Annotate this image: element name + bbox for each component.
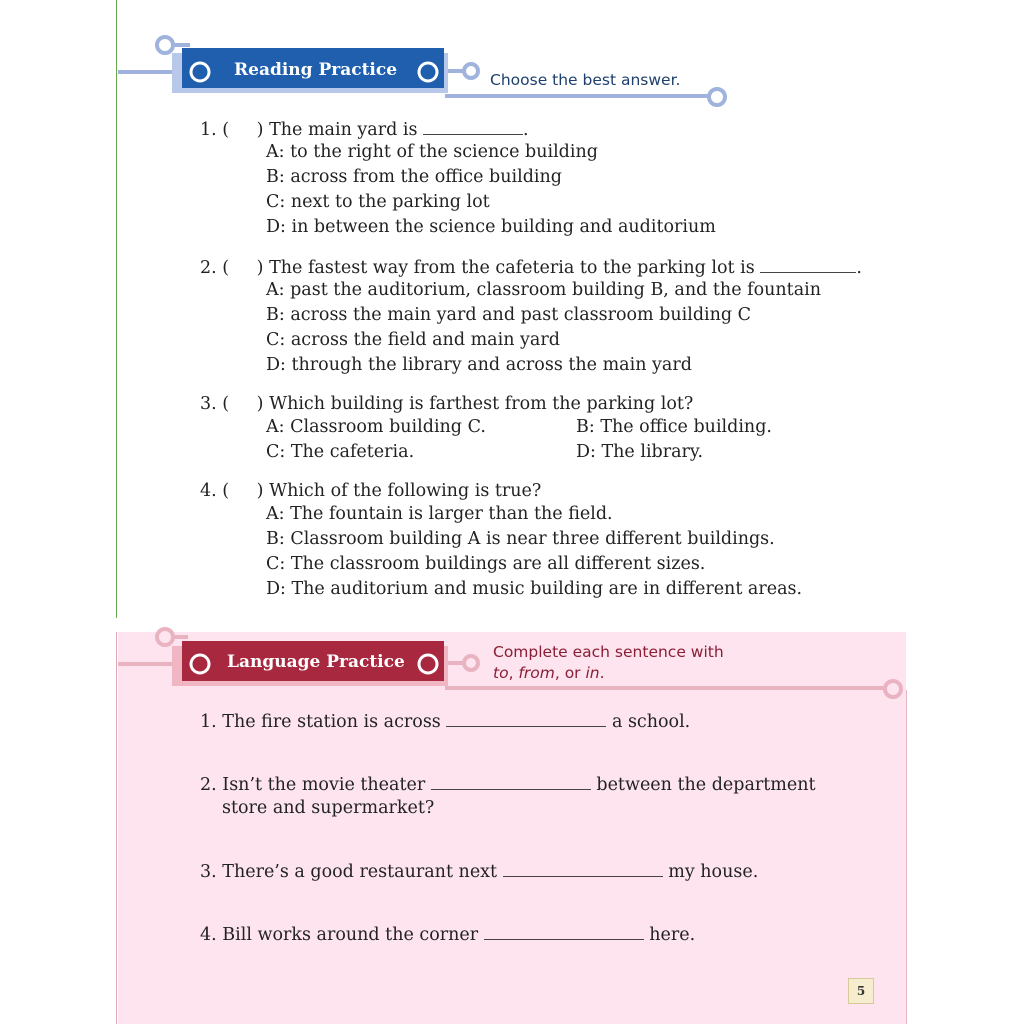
reading-q1-option-a: A: to the right of the science building	[266, 142, 598, 162]
reading-q2-option-c: C: across the field and main yard	[266, 330, 560, 350]
reading-q2-option-d: D: through the library and across the main yard	[266, 355, 692, 375]
answer-blank	[423, 116, 523, 135]
reading-question-1: 1. ( ) The main yard is .	[200, 116, 529, 143]
reading-q4-option-b: B: Classroom building A is near three different buildings.	[266, 529, 775, 549]
reading-q3-option-a: A: Classroom building C.	[266, 417, 486, 437]
reading-q1-option-d: D: in between the science building and auditorium	[266, 217, 716, 237]
language-sentence-2: 2. Isn’t the movie theater between the department	[200, 771, 816, 798]
reading-question-2: 2. ( ) The fastest way from the cafeteria to the parking lot is .	[200, 254, 862, 281]
language-instruction-line2: to, from, or in.	[493, 664, 605, 682]
reading-q2-option-a: A: past the auditorium, classroom building B, and the fountain	[266, 280, 822, 300]
reading-instruction: Choose the best answer.	[490, 71, 681, 89]
language-sentence-1: 1. The fire station is across a school.	[200, 708, 690, 735]
reading-q1-option-c: C: next to the parking lot	[266, 192, 490, 212]
reading-q4-option-a: A: The fountain is larger than the field.	[266, 504, 613, 524]
language-instruction	[493, 642, 724, 684]
reading-q3-option-c: C: The cafeteria.	[266, 442, 415, 462]
reading-q3-option-d: D: The library.	[576, 442, 704, 462]
language-sentence-2-line2: store and supermarket?	[222, 798, 435, 818]
reading-practice-title: Reading Practice	[234, 60, 398, 80]
answer-blank	[760, 254, 856, 273]
reading-question-3: 3. ( ) Which building is farthest from the parking lot?	[200, 394, 694, 414]
reading-q3-option-b: B: The office building.	[576, 417, 772, 437]
fill-in-blank-3[interactable]	[503, 858, 663, 877]
language-instruction-line1: Complete each sentence with	[493, 643, 724, 661]
fill-in-blank-1[interactable]	[446, 708, 606, 727]
language-sentence-4: 4. Bill works around the corner here.	[200, 921, 695, 948]
page-number: 5	[848, 978, 874, 1004]
reading-question-4: 4. ( ) Which of the following is true?	[200, 481, 542, 501]
language-practice-title: Language Practice	[227, 652, 405, 672]
reading-q4-option-c: C: The classroom buildings are all different sizes.	[266, 554, 706, 574]
language-sentence-3: 3. There’s a good restaurant next my house.	[200, 858, 758, 885]
reading-q2-option-b: B: across the main yard and past classroom building C	[266, 305, 752, 325]
reading-q1-option-b: B: across from the office building	[266, 167, 562, 187]
fill-in-blank-4[interactable]	[484, 921, 644, 940]
reading-q4-option-d: D: The auditorium and music building are in different areas.	[266, 579, 803, 599]
fill-in-blank-2[interactable]	[431, 771, 591, 790]
